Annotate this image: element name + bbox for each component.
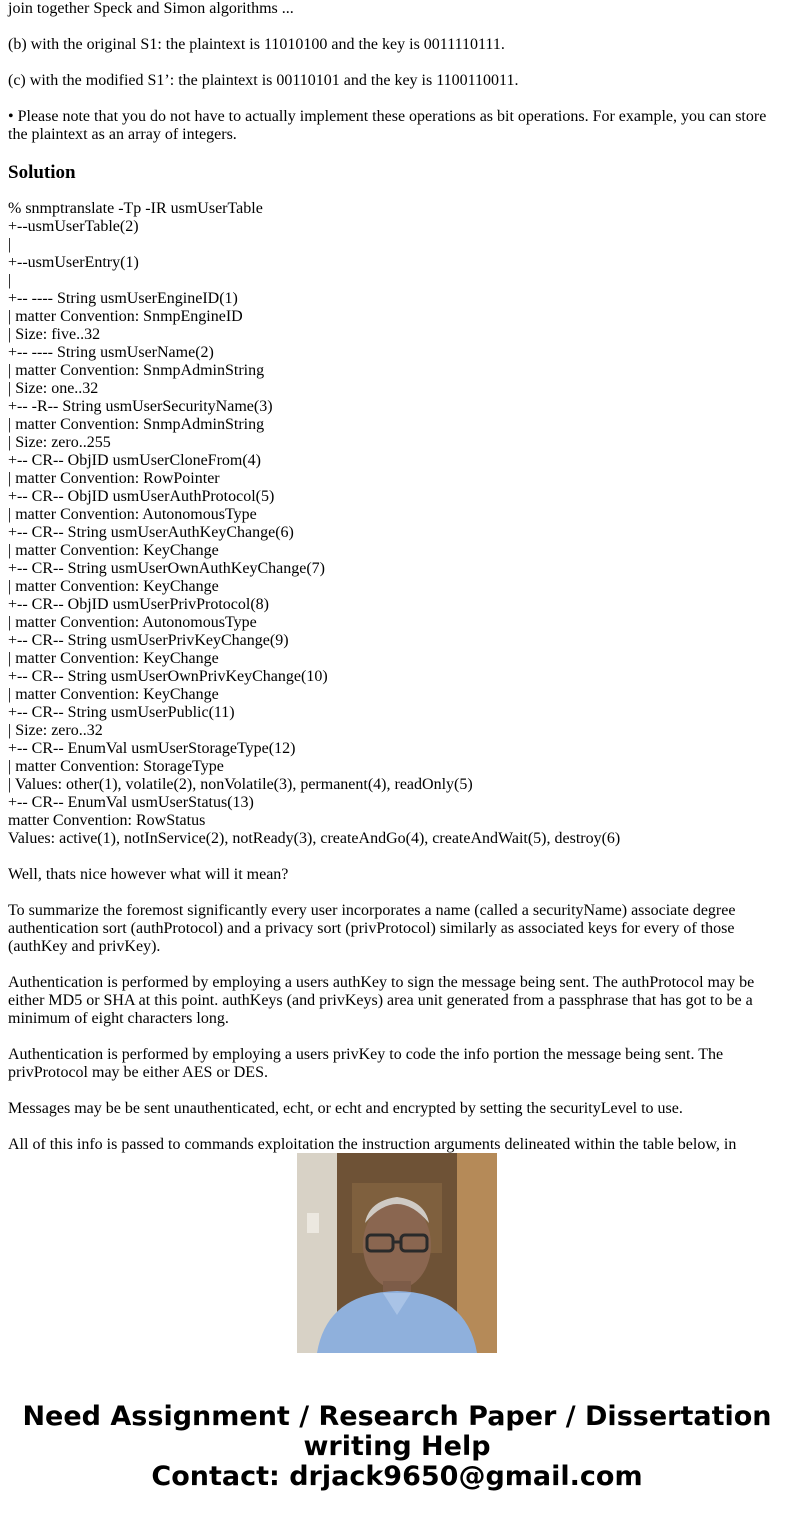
code-line: | Values: other(1), volatile(2), nonVolatile(3), permanent(4), readOnly(5) [8, 776, 473, 793]
code-line: | Size: zero..32 [8, 722, 103, 739]
code-line: | Size: zero..255 [8, 434, 111, 451]
author-photo [297, 1153, 497, 1353]
paragraph-c: (c) with the modified S1’: the plaintext is 00110101 and the key is 1100110011. [8, 72, 519, 89]
code-line: +-- CR-- ObjID usmUserAuthProtocol(5) [8, 488, 275, 505]
code-line: | matter Convention: KeyChange [8, 542, 219, 559]
code-line: | matter Convention: AutonomousType [8, 506, 257, 523]
solution-heading: Solution [8, 162, 76, 183]
code-line: | [8, 272, 12, 289]
code-line: | matter Convention: SnmpAdminString [8, 416, 265, 433]
code-line: +-- CR-- EnumVal usmUserStatus(13) [8, 794, 254, 811]
paragraph-securitylevel: Messages may be be sent unauthenticated, echt, or echt and encrypted by setting the securityLevel to use. [8, 1100, 683, 1117]
code-line: +-- CR-- String usmUserPublic(11) [8, 704, 235, 721]
code-line: | [8, 236, 12, 253]
code-line: +--usmUserEntry(1) [8, 254, 139, 271]
code-line: +-- CR-- EnumVal usmUserStorageType(12) [8, 740, 296, 757]
code-line: | matter Convention: KeyChange [8, 686, 219, 703]
code-line: +--usmUserTable(2) [8, 218, 139, 235]
code-line: +-- CR-- String usmUserOwnAuthKeyChange(7) [8, 560, 325, 577]
article-body [8, 0, 778, 1153]
paragraph-question: Well, thats nice however what will it mean? [8, 866, 289, 883]
code-line: +-- CR-- ObjID usmUserPrivProtocol(8) [8, 596, 269, 613]
code-line: | matter Convention: KeyChange [8, 578, 219, 595]
paragraph-truncated: All of this info is passed to commands exploitation the instruction arguments delineated within the table below, in [8, 1136, 737, 1153]
cta-contact[interactable]: Contact: drjack9650@gmail.com [151, 1461, 643, 1492]
code-line: | Size: five..32 [8, 326, 101, 343]
code-line: % snmptranslate -Tp -IR usmUserTable [8, 200, 263, 217]
snmp-output-block [8, 200, 778, 848]
cta-line-2: writing Help [303, 1431, 491, 1462]
code-line: +-- CR-- String usmUserOwnPrivKeyChange(10) [8, 668, 328, 685]
code-line: +-- CR-- String usmUserPrivKeyChange(9) [8, 632, 289, 649]
author-portrait-illustration [297, 1153, 497, 1353]
code-line: | matter Convention: SnmpEngineID [8, 308, 243, 325]
code-line: Values: active(1), notInService(2), notReady(3), createAndGo(4), createAndWait(5), destroy(6) [8, 830, 621, 847]
code-line: | Size: one..32 [8, 380, 99, 397]
partial-top-line: join together Speck and Simon algorithms ... [8, 0, 294, 17]
code-line: | matter Convention: RowPointer [8, 470, 220, 487]
paragraph-authkey: Authentication is performed by employing a users authKey to sign the message being sent. The authProtocol may be either MD5 or SHA at this point. authKeys (and privKeys) area unit generated from a passphrase that has got to be a minimum of eight characters long. [8, 974, 755, 1027]
code-line: | matter Convention: StorageType [8, 758, 224, 775]
paragraph-privkey: Authentication is performed by employing a users privKey to code the info portion the message being sent. The privProtocol may be either AES or DES. [8, 1046, 724, 1081]
code-line: | matter Convention: SnmpAdminString [8, 362, 265, 379]
cta-line-1: Need Assignment / Research Paper / Dissertation [22, 1401, 772, 1432]
paragraph-b: (b) with the original S1: the plaintext is 11010100 and the key is 0011110111. [8, 36, 505, 53]
code-line: +-- ---- String usmUserEngineID(1) [8, 290, 238, 307]
code-line: matter Convention: RowStatus [8, 812, 206, 829]
code-line: | matter Convention: AutonomousType [8, 614, 257, 631]
code-line: +-- -R-- String usmUserSecurityName(3) [8, 398, 273, 415]
code-line: +-- CR-- String usmUserAuthKeyChange(6) [8, 524, 294, 541]
paragraph-summary: To summarize the foremost significantly every user incorporates a name (called a securityName) associate degree authentication sort (authProtocol) and a privacy sort (privProtocol) similarly as associated keys for every of those (authKey and privKey). [8, 902, 736, 955]
code-line: | matter Convention: KeyChange [8, 650, 219, 667]
note-paragraph: • Please note that you do not have to actually implement these operations as bit operations. For example, you can store the plaintext as an array of integers. [8, 108, 767, 143]
code-line: +-- ---- String usmUserName(2) [8, 344, 214, 361]
contact-banner [0, 1402, 794, 1492]
code-line: +-- CR-- ObjID usmUserCloneFrom(4) [8, 452, 261, 469]
